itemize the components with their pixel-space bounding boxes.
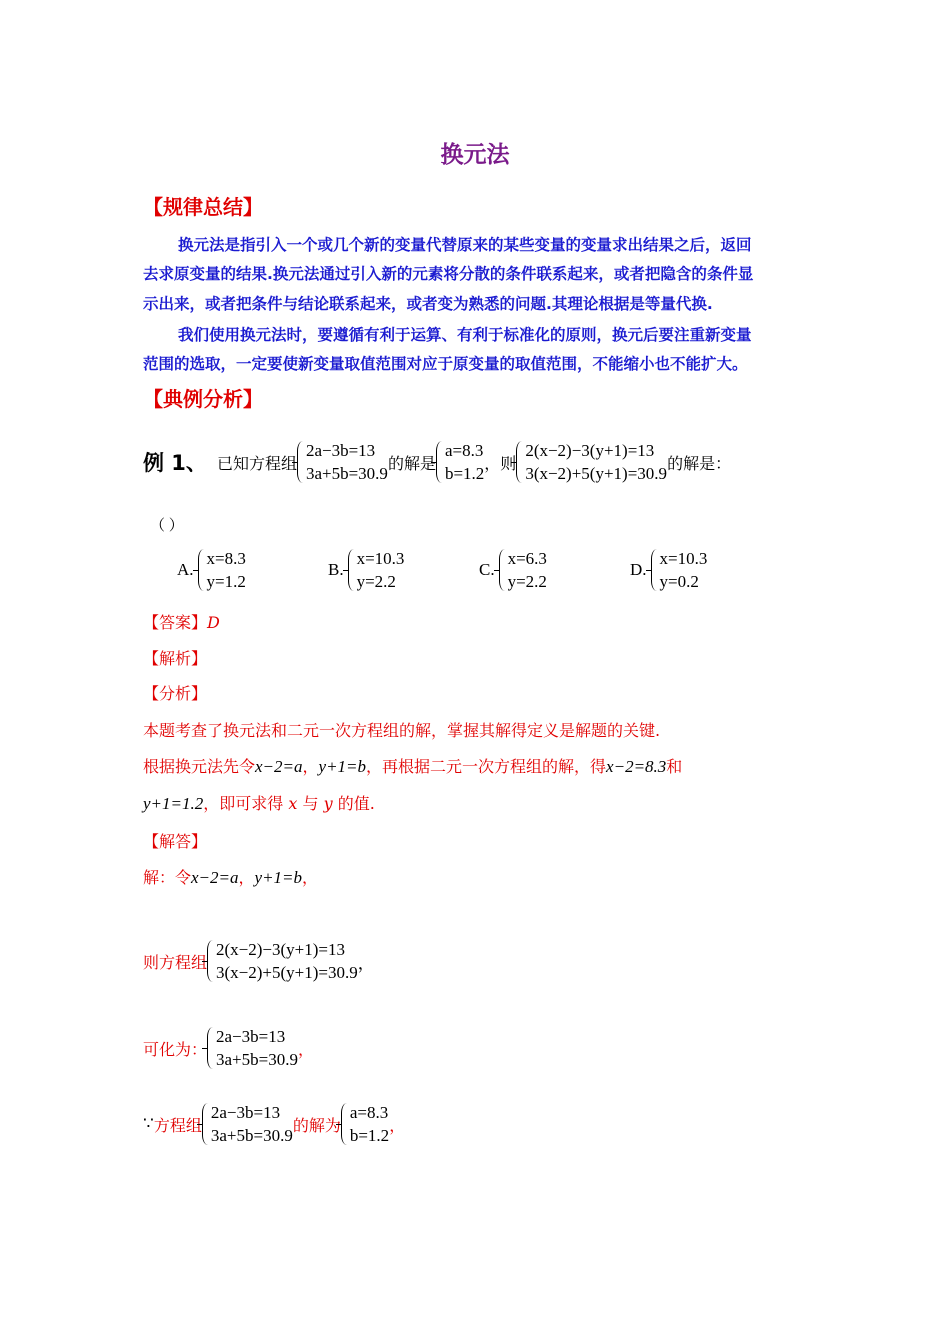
analysis-var-x: x <box>288 794 298 813</box>
question-known-text: 已知方程组 <box>216 455 297 473</box>
option-a-label: A. <box>177 560 194 579</box>
solution-math-2: y+1=b <box>254 868 303 887</box>
then-system-row-1: 2(x−2)−3(y+1)=13 <box>216 940 346 959</box>
option-c-row-1: x=6.3 <box>507 549 547 568</box>
then-comma: ， <box>357 953 375 973</box>
solution-text-c: ， <box>302 868 319 887</box>
because-symbol: ∵ <box>143 1114 154 1133</box>
option-a <box>177 547 246 593</box>
analysis-line-1: 本题考查了换元法和二元一次方程组的解，掌握其解得定义是解题的关键. <box>143 721 661 740</box>
rule-paragraph-1-line-3: 示出来，或者把条件与结论联系起来，或者变为熟悉的问题.其理论根据是等量代换. <box>143 295 713 313</box>
option-c-system <box>499 547 547 593</box>
can-be-text: 可化为： <box>143 1039 208 1059</box>
analysis-text-g: 的值. <box>332 794 375 813</box>
because-row-2: 3a+5b=30.9 <box>210 1126 293 1145</box>
system-1 <box>297 439 388 485</box>
option-a-row-2: y=1.2 <box>206 572 246 591</box>
analysis-line-3 <box>143 791 375 814</box>
rule-paragraph-2-line-2: 范围的选取，一定要使新变量取值范围对应于原变量的取值范围，不能缩小也不能扩大。 <box>143 355 748 373</box>
solution-system <box>436 439 484 485</box>
rule-paragraph-2-line-1: 我们使用换元法时，要遵循有利于运算、有利于标准化的原则，换元后要注重新变量 <box>178 326 752 344</box>
then-system-line <box>143 938 375 984</box>
analysis-text-a: 根据换元法先令 <box>143 757 256 776</box>
analysis-text-b: ， <box>302 757 319 776</box>
jieda-label: 【解答】 <box>143 832 208 851</box>
example-label: 例 1、 <box>143 451 207 475</box>
analysis-text-d: 和 <box>666 757 683 776</box>
option-d-system <box>651 547 708 593</box>
section-rule-heading: 【规律总结】 <box>143 195 263 219</box>
system-1-row-1: 2a−3b=13 <box>305 441 376 460</box>
option-d-row-1: x=10.3 <box>659 549 708 568</box>
solution-text-b: ， <box>238 868 255 887</box>
system-2 <box>516 439 667 485</box>
then-system-row-2: 3(x−2)+5(y+1)=30.9 <box>216 963 358 982</box>
solution-row-1: a=8.3 <box>444 441 484 460</box>
solution-row-2: b=1.2 <box>444 464 485 483</box>
system-2-row-2: 3(x−2)+5(y+1)=30.9 <box>525 464 668 483</box>
answer-line <box>143 610 220 633</box>
because-mid-text: 的解为 <box>292 1115 341 1135</box>
solution-line-1 <box>143 865 318 888</box>
analysis-var-y: y <box>323 794 333 813</box>
analysis-text-f: 与 <box>297 794 324 813</box>
analysis-math-2: y+1=b <box>318 757 367 776</box>
can-be-comma: ， <box>298 1039 315 1059</box>
example-1-question <box>143 437 731 487</box>
system-2-row-1: 2(x−2)−3(y+1)=13 <box>525 441 655 460</box>
option-c <box>479 547 547 593</box>
jiexi-label: 【解析】 <box>143 649 208 668</box>
option-d-label: D. <box>630 560 647 579</box>
because-comma: ， <box>389 1115 406 1135</box>
answer-parentheses: （ ） <box>150 518 184 534</box>
because-text: 方程组 <box>153 1115 202 1135</box>
option-b-system <box>348 547 405 593</box>
page-title: 换元法 <box>440 142 510 168</box>
analysis-math-3: x−2=8.3 <box>606 757 667 776</box>
question-end-text: 的解是： <box>667 455 732 473</box>
then-system-text: 则方程组 <box>143 952 208 972</box>
solution-math-1: x−2=a <box>191 868 239 887</box>
option-d <box>630 547 707 593</box>
because-solution-row-2: b=1.2 <box>349 1126 390 1145</box>
system-1-row-2: 3a+5b=30.9 <box>305 464 388 483</box>
option-d-row-2: y=0.2 <box>659 572 699 591</box>
can-be-line <box>143 1025 314 1071</box>
because-line <box>143 1101 405 1147</box>
analysis-math-4: y+1=1.2 <box>143 794 204 813</box>
option-a-system <box>198 547 246 593</box>
option-c-label: C. <box>479 560 495 579</box>
section-example-heading: 【典例分析】 <box>143 387 263 411</box>
can-be-row-1: 2a−3b=13 <box>216 1027 286 1046</box>
then-system <box>207 938 358 984</box>
solution-text-a: 解：令 <box>143 868 192 887</box>
option-a-row-1: x=8.3 <box>206 549 246 568</box>
because-system <box>202 1101 293 1147</box>
rule-paragraph-1-line-2: 去求原变量的结果.换元法通过引入新的元素将分散的条件联系起来，或者把隐含的条件显 <box>143 265 754 283</box>
option-b <box>328 547 404 593</box>
option-b-row-1: x=10.3 <box>356 549 405 568</box>
because-solution <box>341 1101 389 1147</box>
question-then-text: ，则 <box>484 455 517 473</box>
analysis-text-e: ，即可求得 <box>203 794 289 813</box>
rule-paragraph-1-line-1: 换元法是指引入一个或几个新的变量代替原来的某些变量的变量求出结果之后，返回 <box>178 236 752 254</box>
option-b-row-2: y=2.2 <box>356 572 396 591</box>
option-b-label: B. <box>328 560 344 579</box>
fenxi-label: 【分析】 <box>143 684 208 703</box>
can-be-system <box>207 1025 298 1071</box>
analysis-text-c: ，再根据二元一次方程组的解，得 <box>366 757 607 776</box>
analysis-line-2 <box>143 754 682 777</box>
can-be-row-2: 3a+5b=30.9 <box>216 1050 298 1069</box>
answer-label: 【答案】 <box>143 613 208 632</box>
option-c-row-2: y=2.2 <box>507 572 547 591</box>
analysis-math-1: x−2=a <box>255 757 303 776</box>
because-row-1: 2a−3b=13 <box>210 1103 281 1122</box>
answer-value: D <box>207 613 220 632</box>
because-solution-row-1: a=8.3 <box>349 1103 389 1122</box>
question-solution-text: 的解是 <box>387 455 436 473</box>
